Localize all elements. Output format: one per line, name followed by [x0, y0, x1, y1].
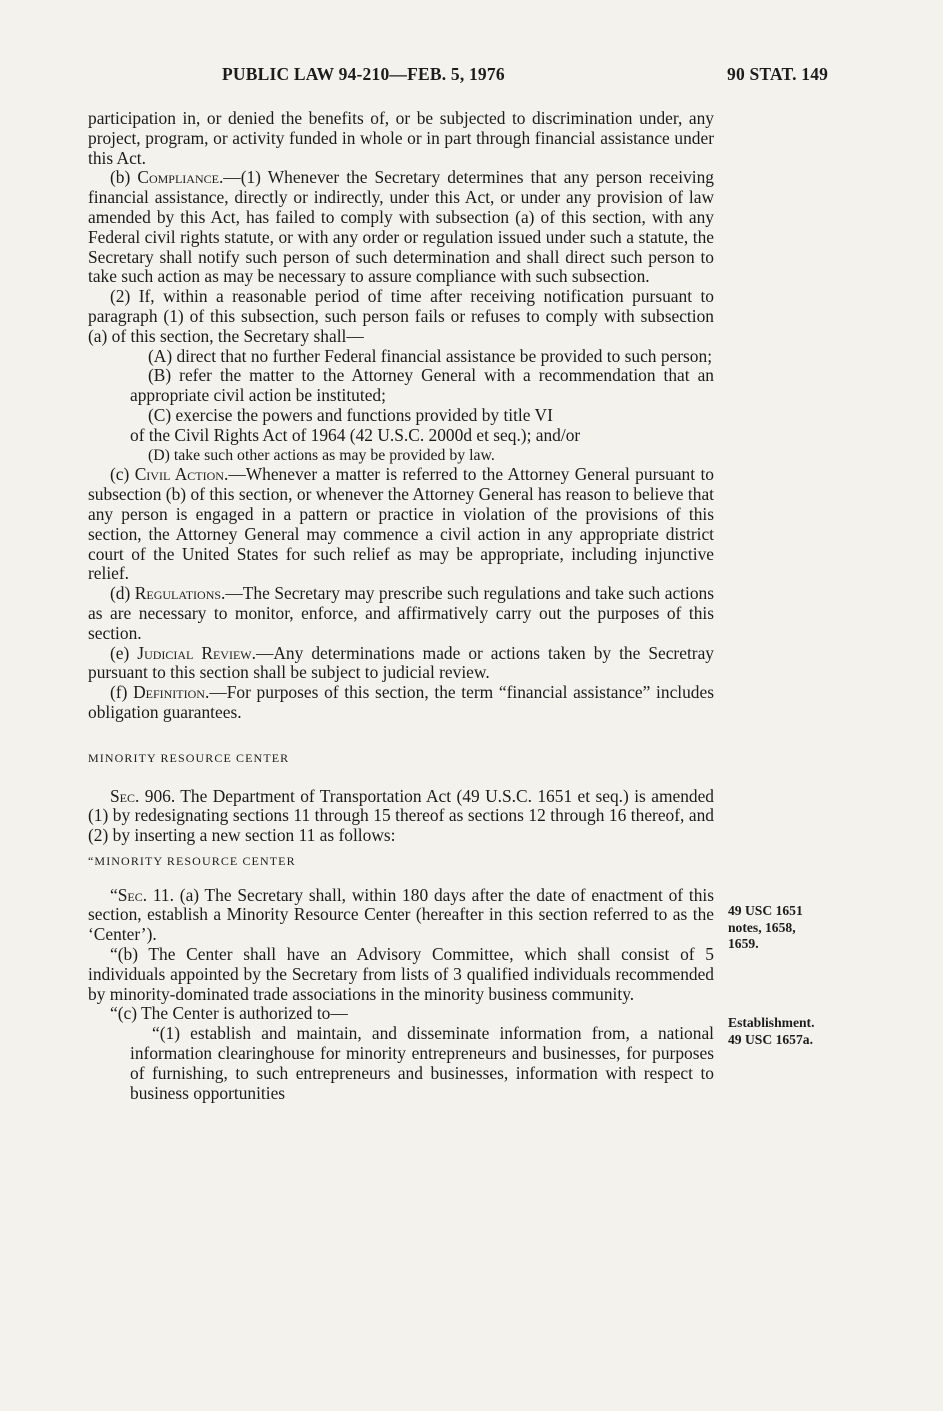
section-906: Sec. 906. The Department of Transportation Act (49 U.S.C. 1651 et seq.) is amended (1) by redesignating sections 11 through 15 thereof as sections 12 through 16 thereof, and (2) by inserting a new section 11 as follows:: [88, 785, 714, 846]
subsection-c: (c) Civil Action.—Whenever a matter is referred to the Attorney General pursuant to subsection (b) of this section, or whenever the Attorney General has reason to believe that any person is engaged in a pattern or practice in violation of the provisions of this section, the Attorney General may commence a civil action in any appropriate district court of the United States for such relief as may be appropriate, including injunctive relief.: [88, 464, 714, 584]
subsection-e: (e) Judicial Review.—Any determinations made or actions taken by the Secretray pursuant to this section shall be subject to judicial review.: [88, 642, 714, 683]
clause-C-line1: (C) exercise the powers and functions provided by title VI: [148, 404, 553, 425]
running-header-stat: 90 STAT. 149: [727, 64, 829, 84]
subsection-f: (f) Definition.—For purposes of this section, the term “financial assistance” includes obligation guarantees.: [88, 682, 714, 722]
margin-note-usc-1651: 49 USC 1651 notes, 1658, 1659.: [728, 903, 803, 951]
paragraph-b2: (2) If, within a reasonable period of time after receiving notification pursuant to paragraph (1) of this subsection, such person fails or refuses to comply with subsection (a) of this section, the Secretary shall—: [88, 286, 714, 346]
subsection-d: (d) Regulations.—The Secretary may prescribe such regulations and take such actions as are necessary to monitor, enforce, and affirmatively carry out the purposes of this section.: [88, 583, 714, 643]
section-11-label: Sec.: [117, 884, 148, 905]
subsection-c-heading: Civil Action.: [134, 464, 229, 485]
subsection-b: (b) Compliance.—(1) Whenever the Secretary determines that any person receiving financial assistance, directly or indirectly, under this Act, or under any provision of law amended by this Act, has failed to comply with subsection (a) of this section, with any Federal civil rights statute, or with any order or regulation issued under such a statute, the Secretary shall notify such person of such determination and shall direct such person to take such action as may be necessary to assure compliance with such subsection.: [88, 167, 714, 287]
section-906-label: Sec.: [110, 785, 140, 806]
clause-A: (A) direct that no further Federal financial assistance be provided to such person;: [148, 345, 713, 366]
body-text: [88, 109, 714, 1103]
quoted-section-heading: “MINORITY RESOURCE CENTER: [88, 853, 296, 868]
section-11-a: “Sec. 11. (a) The Secretary shall, within 180 days after the date of enactment of this section, establish a Minority Resource Center (hereafter in this section referred to as the ‘Center’).: [88, 884, 714, 945]
margin-note-establishment: Establishment. 49 USC 1657a.: [728, 1015, 815, 1047]
subsection-f-heading: Definition.: [133, 682, 210, 703]
paragraph-continuation: participation in, or denied the benefits of, or be subjected to discrimination under, any project, program, or activity funded in whole or in part through financial assistance under this Act.: [88, 108, 714, 168]
section-11-b: “(b) The Center shall have an Advisory Committee, which shall consist of 5 individuals appointed by the Secretary from lists of 3 qualified individuals recommended by minority-dominated trade associations in the minority business community.: [88, 944, 714, 1004]
subsection-d-heading: Regulations.: [134, 583, 226, 604]
clause-C-line2: of the Civil Rights Act of 1964 (42 U.S.C. 2000d et seq.); and/or: [130, 424, 581, 445]
clause-B: (B) refer the matter to the Attorney General with a recommendation that an appropriate civil action be instituted;: [130, 365, 714, 406]
running-header-law: PUBLIC LAW 94-210—FEB. 5, 1976: [222, 64, 505, 84]
clause-D: (D) take such other actions as may be provided by law.: [148, 446, 495, 464]
section-heading-minority-resource-center: MINORITY RESOURCE CENTER: [88, 750, 290, 765]
subsection-e-heading: Judicial Review.: [137, 642, 256, 663]
section-11-c-1: “(1) establish and maintain, and disseminate information from, a national information clearinghouse for minority entrepreneurs and businesses, for purposes of furnishing, to such entrepreneurs and businesses, information with respect to business opportunities: [130, 1023, 714, 1103]
section-11-c: “(c) The Center is authorized to—: [110, 1003, 348, 1024]
subsection-b-heading: Compliance.: [137, 167, 224, 188]
